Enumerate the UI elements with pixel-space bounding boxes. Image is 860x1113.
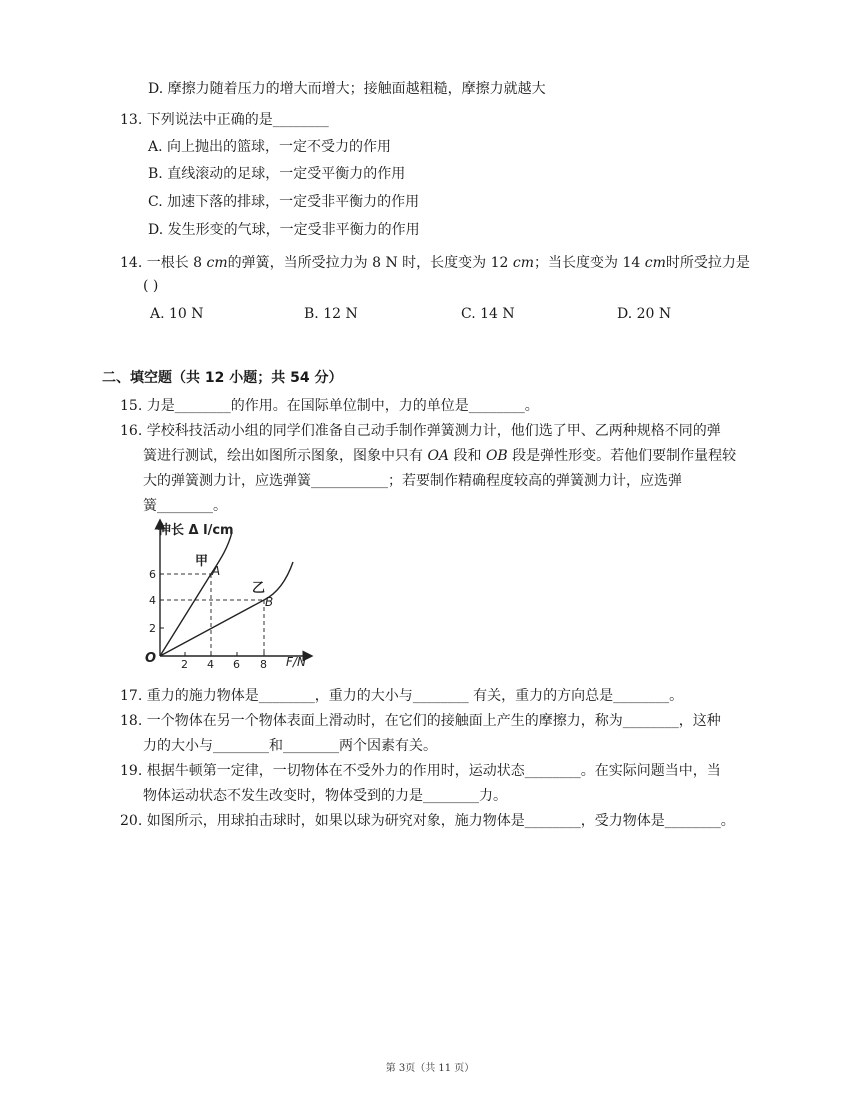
q16-line2-part3: 段是弹性形变。若他们要制作量程较 [507, 448, 737, 464]
q14-stem-part3: ；当长度变为 14 [534, 255, 645, 271]
q16-line1: 16. 学校科技活动小组的同学们准备自己动手制作弹簧测力计，他们选了甲、乙两种规格不同的弹 [120, 423, 721, 439]
q14-option-c: C. 14 N [461, 306, 515, 322]
q16-line2-part1: 簧进行测试，绘出如图所示图象，图象中只有 [143, 448, 428, 464]
q14-unit-3: cm [644, 255, 666, 271]
q18-line1: 18. 一个物体在另一个物体表面上滑动时，在它们的接触面上产生的摩擦力，称为________，这种 [120, 713, 721, 729]
q13-option-c: C. 加速下落的排球，一定受非平衡力的作用 [148, 194, 420, 210]
x-tick-2: 2 [181, 658, 188, 670]
page-footer: 第 3页（共 11 页） [385, 1063, 475, 1074]
label-yi: 乙 [252, 581, 266, 596]
x-axis-label: F/N [286, 655, 306, 669]
q16-segment-ob: OB [485, 448, 508, 464]
y-tick-4: 4 [149, 594, 156, 607]
q16-line2 [143, 446, 736, 466]
x-tick-4: 4 [207, 658, 214, 670]
q18-line2: 力的大小与________和________两个因素有关。 [143, 738, 437, 754]
x-tick-6: 6 [233, 658, 240, 670]
q14-option-d: D. 20 N [617, 306, 672, 322]
q20: 20. 如图所示，用球拍击球时，如果以球为研究对象，施力物体是________，受力物体是________。 [120, 813, 735, 829]
q14-stem-part4: 时所受拉力是 [665, 255, 750, 271]
spring-extension-graph [140, 518, 320, 670]
q14-unit-2: cm [512, 255, 535, 271]
point-b-label: B [265, 595, 274, 609]
q19-line1: 19. 根据牛顿第一定律，一切物体在不受外力的作用时，运动状态________。在实际问题当中，当 [120, 763, 721, 779]
y-axis-label: 伸长 Δ l/cm [158, 523, 234, 538]
q14-stem-part2: 的弹簧，当所受拉力为 8 N 时，长度变为 12 [227, 255, 513, 271]
label-jia: 甲 [195, 554, 209, 569]
q13-stem: 13. 下列说法中正确的是________ [120, 112, 329, 128]
q13-option-b: B. 直线滚动的足球，一定受平衡力的作用 [148, 166, 406, 182]
q17: 17. 重力的施力物体是________，重力的大小与________ 有关，重力的方向总是________。 [120, 688, 684, 704]
q16-segment-oa: OA [427, 448, 450, 464]
curve-yi [160, 562, 293, 656]
q16-line3: 大的弹簧测力计，应选弹簧___________；若要制作精确程度较高的弹簧测力计，应选弹 [143, 473, 682, 489]
y-tick-2: 2 [149, 622, 156, 635]
origin-label: O [145, 651, 157, 666]
q13-option-a: A. 向上抛出的篮球，一定不受力的作用 [148, 139, 392, 155]
point-a-label: A [212, 564, 221, 578]
q14-unit-1: cm [206, 255, 228, 271]
q16-line4: 簧________。 [143, 498, 227, 514]
q14-stem-part1: 14. 一根长 8 [120, 255, 207, 271]
y-tick-6: 6 [149, 568, 156, 581]
q14-option-a: A. 10 N [150, 306, 204, 322]
q19-line2: 物体运动状态不发生改变时，物体受到的力是________力。 [143, 788, 507, 804]
q14-stem [120, 253, 750, 273]
x-tick-8: 8 [260, 658, 267, 670]
q15: 15. 力是________的作用。在国际单位制中，力的单位是________。 [120, 398, 539, 414]
q14-option-b: B. 12 N [304, 306, 358, 322]
q12-option-d: D. 摩擦力随着压力的增大而增大；接触面越粗糙，摩擦力就越大 [148, 81, 546, 97]
section-2-title: 二、填空题（共 12 小题；共 54 分） [102, 370, 343, 386]
q13-option-d: D. 发生形变的气球，一定受非平衡力的作用 [148, 222, 420, 238]
q16-line2-part2: 段和 [449, 448, 486, 464]
q14-paren: ( ) [143, 278, 159, 294]
